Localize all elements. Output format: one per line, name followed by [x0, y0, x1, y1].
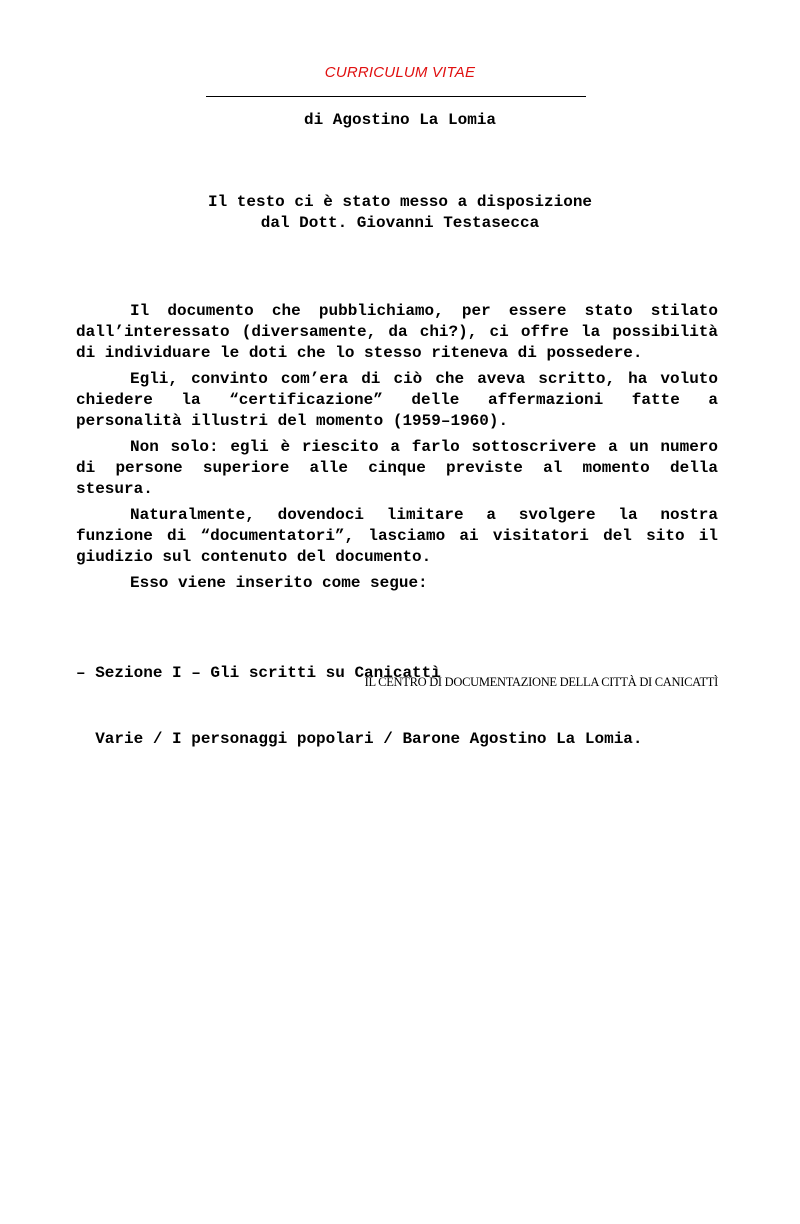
- body-paragraph: Esso viene inserito come segue:: [130, 574, 428, 592]
- body-paragraph: Naturalmente, dovendoci limitare a svolgere la nostra funzione di “documentatori”, lasciamo ai visitatori del sito il giudizio sul contenuto del documento.: [76, 506, 718, 566]
- document-body: [76, 301, 718, 599]
- body-paragraph: Il documento che pubblichiamo, per essere stato stilato dall’interessato (diversamente, da chi?), ci offre la possibilità di individuare le doti che lo stesso riteneva di possedere.: [76, 302, 718, 362]
- list-item: – Sezione I – Gli scritti su Canicattì: [76, 664, 441, 682]
- credit-note: [0, 192, 800, 234]
- document-title: CURRICULUM VITAE: [324, 64, 476, 81]
- credit-line-2: dal Dott. Giovanni Testasecca: [260, 214, 540, 232]
- document-author: di Agostino La Lomia: [303, 111, 497, 129]
- body-paragraph: Non solo: egli è riescito a farlo sottoscrivere a un numero di persone superiore alle cinque previste al momento della stesura.: [76, 438, 718, 498]
- credit-line-1: Il testo ci è stato messo a disposizione: [207, 193, 593, 211]
- signature: IL CENTRO DI DOCUMENTAZIONE DELLA CITTÀ DI CANICATTÌ: [364, 675, 718, 689]
- section-list: [76, 618, 736, 794]
- title-underline: [206, 96, 586, 97]
- body-paragraph: Egli, convinto com’era di ciò che aveva scritto, ha voluto chiedere la “certificazione” delle affermazioni fatte a personalità illustri del momento (1959–1960).: [76, 370, 718, 430]
- list-item: Varie / I personaggi popolari / Barone Agostino La Lomia.: [76, 730, 643, 748]
